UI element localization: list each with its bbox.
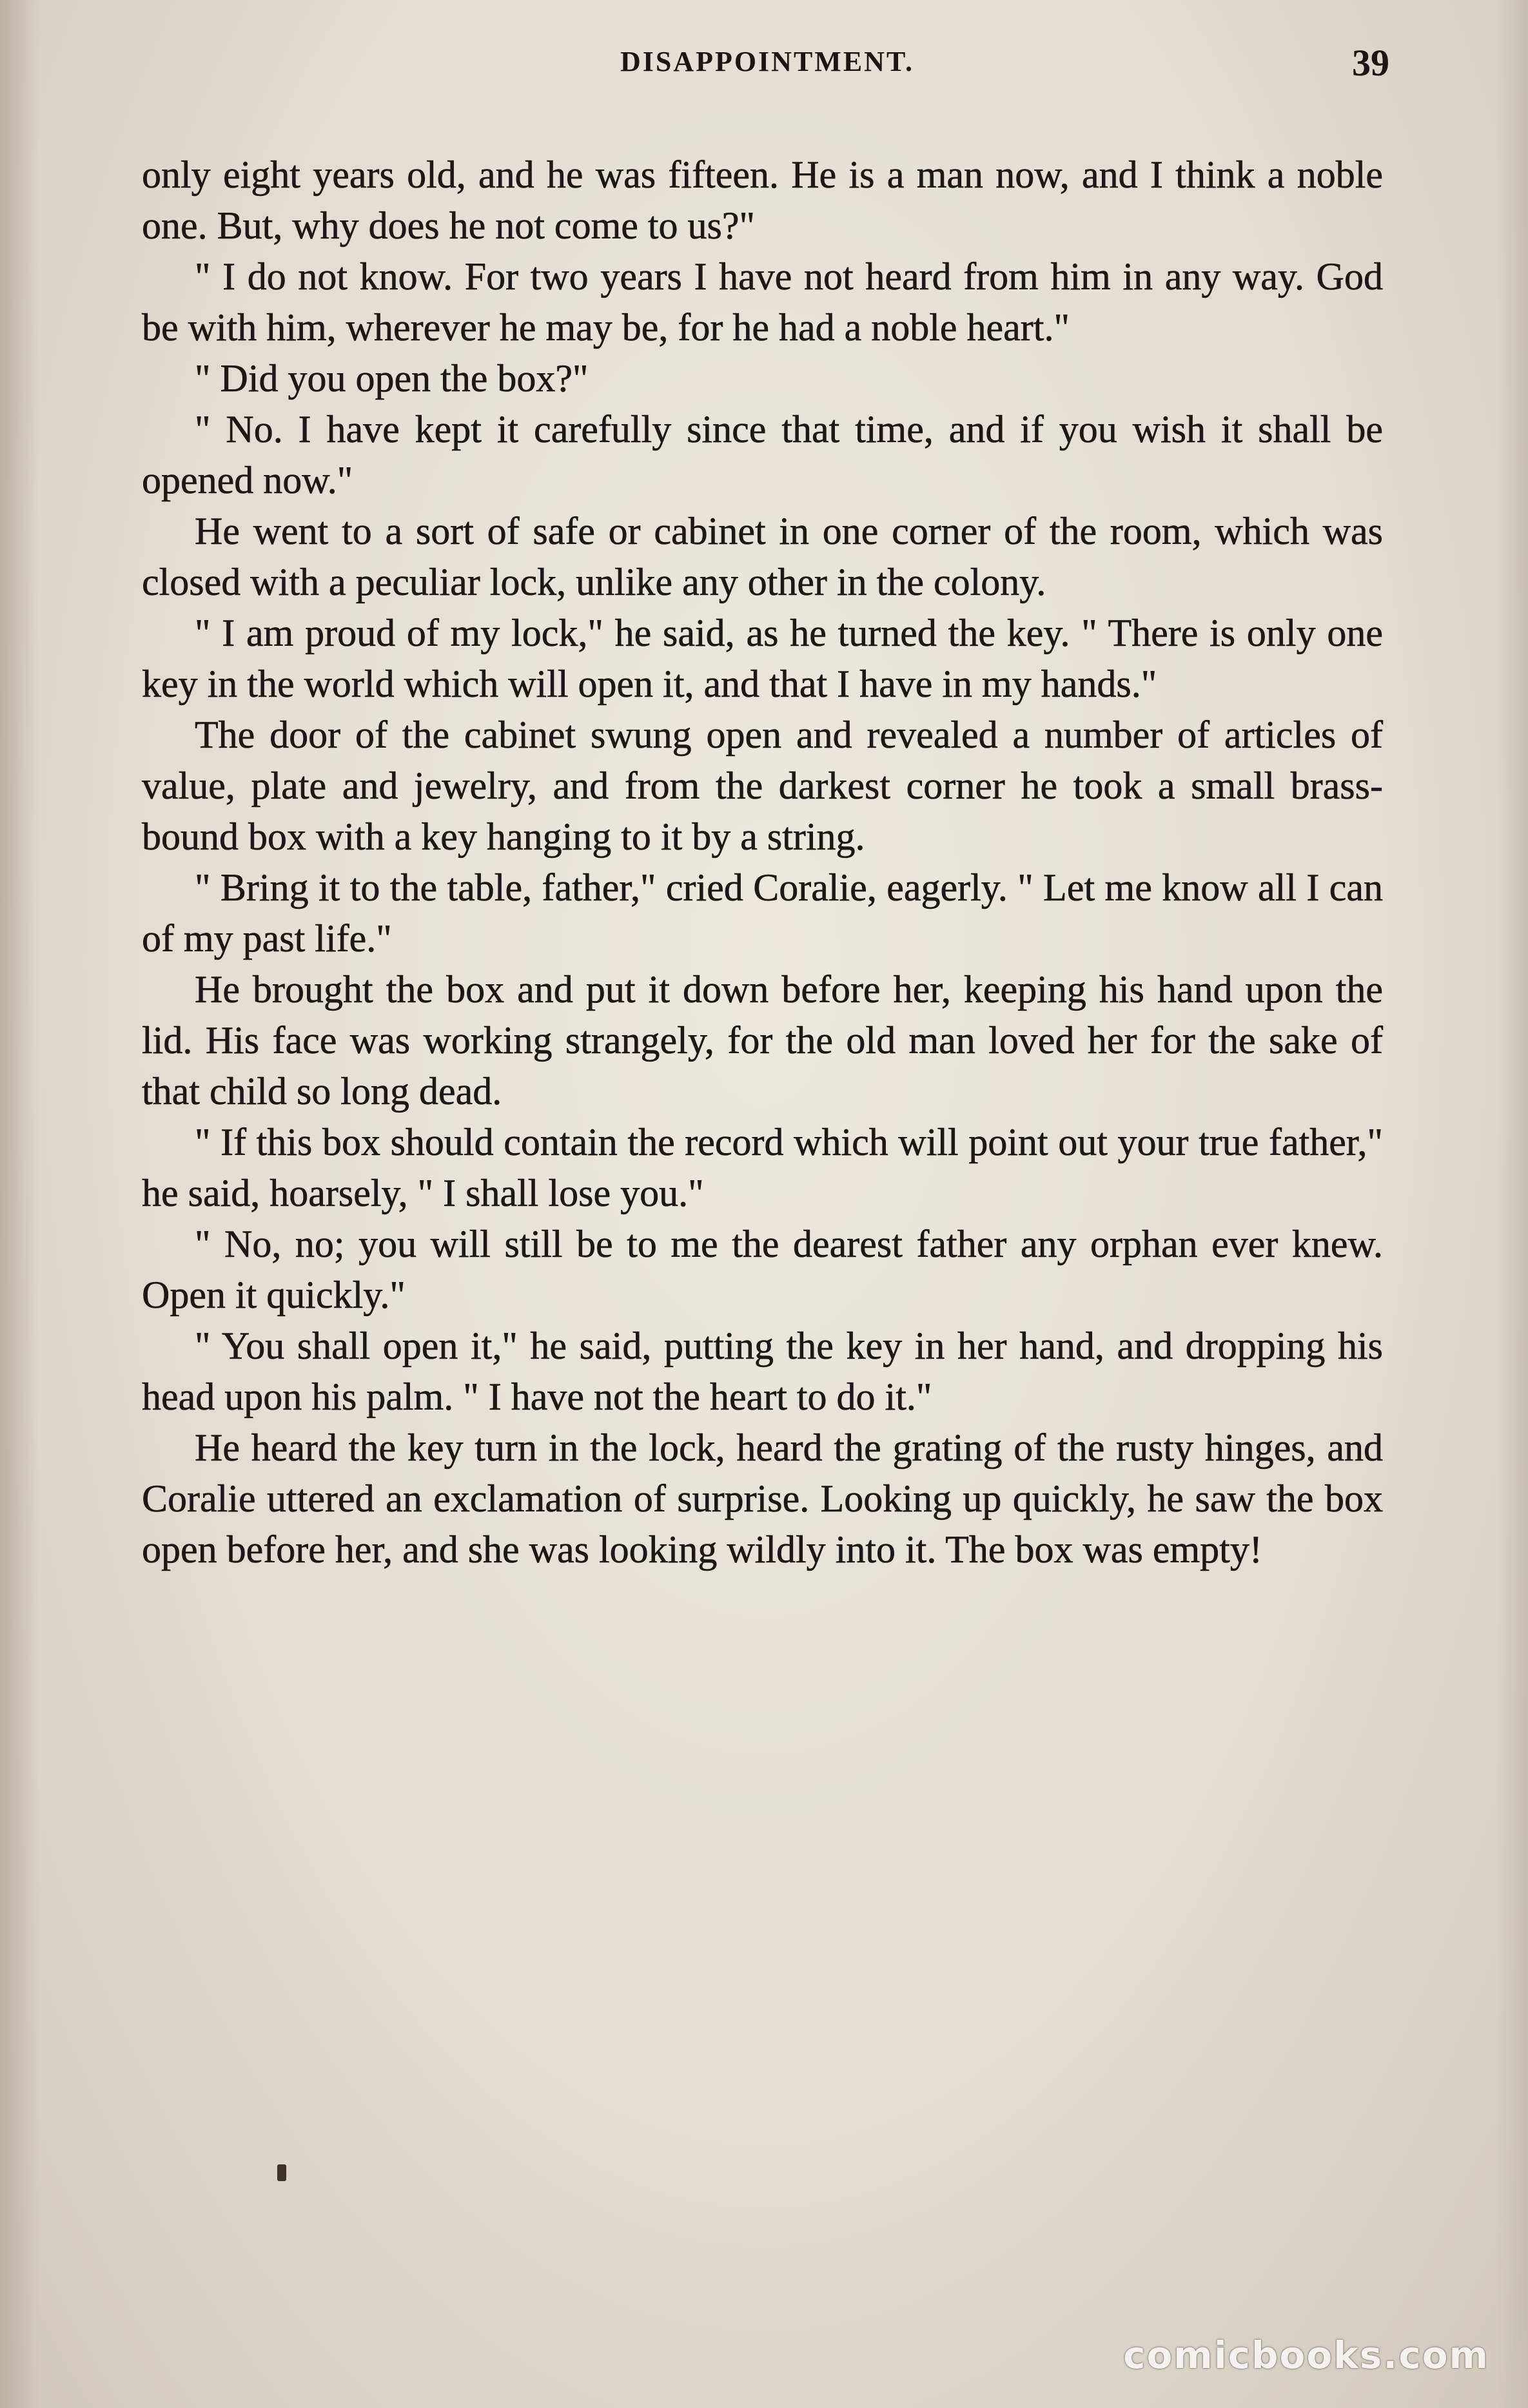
- page-header: [145, 42, 1389, 103]
- paragraph: He heard the key turn in the lock, heard the grating of the rusty hinges, and Coralie uttered an exclamation of surprise. Looking up quickly, he saw the box open before her, and she was looking wildly into it. The box was empty!: [142, 1426, 1383, 1571]
- paragraph: He brought the box and put it down before her, keeping his hand upon the lid. His face was working strangely, for the old man loved her for the sake of that child so long dead.: [142, 968, 1383, 1112]
- ink-speck: [277, 2164, 286, 2181]
- paragraph: " You shall open it," he said, putting the key in her hand, and dropping his head upon his palm. " I have not the heart to do it.": [142, 1325, 1383, 1418]
- running-head: DISAPPOINTMENT.: [620, 46, 915, 77]
- paragraph: The door of the cabinet swung open and revealed a number of articles of value, plate and jewelry, and from the darkest corner he took a small brass-bound box with a key hanging to it by a string.: [142, 714, 1383, 858]
- paragraph: " I am proud of my lock," he said, as he turned the key. " There is only one key in the world which will open it, and that I have in my hands.": [142, 612, 1383, 705]
- paragraph: " If this box should contain the record which will point out your true father," he said, hoarsely, " I shall lose you.": [142, 1121, 1383, 1214]
- paragraph: " Did you open the box?": [195, 357, 589, 400]
- watermark: comicbooks.com: [1123, 2333, 1489, 2377]
- paragraph: only eight years old, and he was fifteen. He is a man now, and I think a noble one. But, why does he not come to us?": [142, 153, 1383, 247]
- body-text: [142, 150, 1383, 1575]
- page-edge-shadow-right: [1496, 0, 1528, 2408]
- paragraph: " No. I have kept it carefully since that time, and if you wish it shall be opened now.": [142, 408, 1383, 501]
- paragraph: " Bring it to the table, father," cried Coralie, eagerly. " Let me know all I can of my past life.": [142, 866, 1383, 960]
- paragraph: " I do not know. For two years I have not heard from him in any way. God be with him, wherever he may be, for he had a noble heart.": [142, 255, 1383, 349]
- paragraph: He went to a sort of safe or cabinet in one corner of the room, which was closed with a peculiar lock, unlike any other in the colony.: [142, 510, 1383, 603]
- page-number: 39: [1352, 42, 1389, 84]
- page-edge-shadow-left: [0, 0, 39, 2408]
- paragraph: " No, no; you will still be to me the dearest father any orphan ever knew. Open it quickly.": [142, 1223, 1383, 1316]
